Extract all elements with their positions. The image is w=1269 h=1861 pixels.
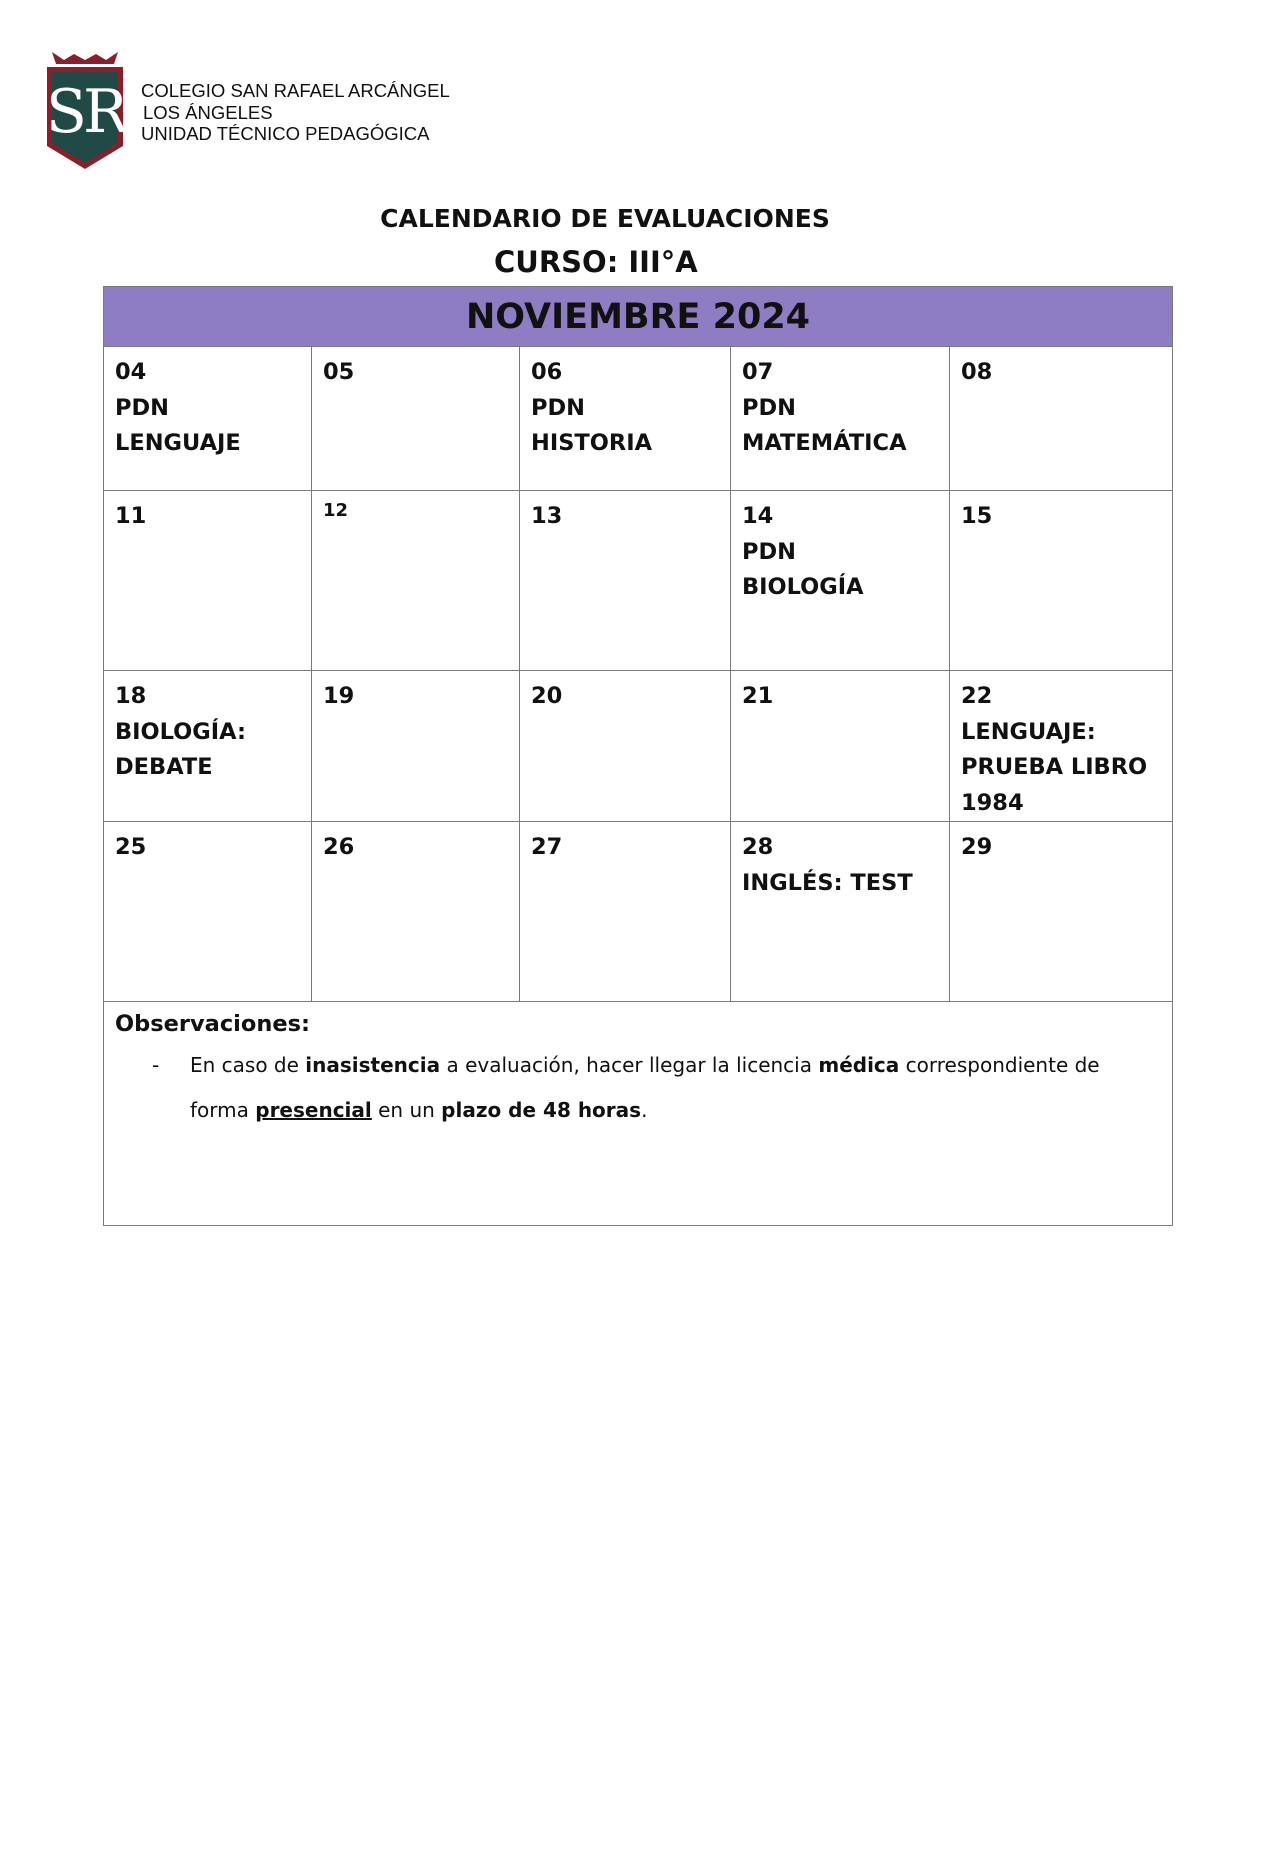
school-header xyxy=(141,80,450,145)
evaluation-label: PDN xyxy=(742,538,796,565)
day-cell xyxy=(520,347,731,491)
evaluation-calendar xyxy=(103,286,1173,1226)
day-cell xyxy=(104,822,312,1002)
shield-icon xyxy=(44,46,126,172)
evaluation-label: INGLÉS: TEST xyxy=(742,869,913,896)
day-number: 14 xyxy=(742,503,774,529)
observations-section xyxy=(104,1002,1173,1226)
evaluation-label: BIOLOGÍA: xyxy=(115,718,246,745)
day-cell xyxy=(520,671,731,822)
day-number: 07 xyxy=(742,359,774,385)
observation-segment: . xyxy=(641,1098,648,1122)
day-number: 25 xyxy=(115,834,147,860)
observation-text xyxy=(190,1053,1100,1122)
day-cell xyxy=(312,822,520,1002)
day-cell xyxy=(950,822,1173,1002)
day-number: 08 xyxy=(961,359,993,385)
evaluation-label: PDN xyxy=(115,394,169,421)
evaluation-label: PDN xyxy=(742,394,796,421)
day-number: 20 xyxy=(531,683,563,709)
day-cell xyxy=(312,347,520,491)
day-cell xyxy=(731,347,950,491)
day-number: 05 xyxy=(323,359,355,385)
week-row xyxy=(104,347,1173,491)
day-cell xyxy=(520,822,731,1002)
day-number: 22 xyxy=(961,683,993,709)
day-number: 29 xyxy=(961,834,993,860)
week-row xyxy=(104,822,1173,1002)
school-name: COLEGIO SAN RAFAEL ARCÁNGEL xyxy=(141,80,450,101)
day-cell xyxy=(731,822,950,1002)
observations-heading: Observaciones: xyxy=(115,1011,311,1037)
day-cell xyxy=(731,491,950,671)
evaluation-label: MATEMÁTICA xyxy=(742,430,907,456)
observation-segment: correspondiente de forma xyxy=(190,1053,1100,1122)
observation-segment: inasistencia xyxy=(305,1053,441,1077)
bullet-dash: - xyxy=(152,1053,160,1077)
evaluation-label: LENGUAJE xyxy=(115,430,241,456)
day-number: 06 xyxy=(531,359,563,385)
page-title: CALENDARIO DE EVALUACIONES xyxy=(380,204,830,233)
observation-segment: presencial xyxy=(255,1098,372,1122)
day-cell xyxy=(312,671,520,822)
day-number: 18 xyxy=(115,683,147,709)
month-header: NOVIEMBRE 2024 xyxy=(104,287,1173,347)
school-logo xyxy=(44,46,126,172)
observation-segment: En caso de xyxy=(190,1053,306,1077)
day-number: 13 xyxy=(531,503,563,529)
day-cell xyxy=(731,671,950,822)
observation-segment: médica xyxy=(818,1053,900,1077)
evaluation-label: BIOLOGÍA xyxy=(742,574,864,600)
day-cell xyxy=(950,491,1173,671)
day-cell xyxy=(104,347,312,491)
day-number: 11 xyxy=(115,503,147,529)
day-number: 26 xyxy=(323,834,355,860)
evaluation-label: 1984 xyxy=(961,789,1024,816)
week-row xyxy=(104,671,1173,822)
day-cell xyxy=(104,491,312,671)
observation-item xyxy=(115,1043,1162,1133)
evaluation-label: LENGUAJE: xyxy=(961,718,1096,745)
school-city: LOS ÁNGELES xyxy=(143,101,273,123)
day-number: 19 xyxy=(323,683,355,709)
day-number: 12 xyxy=(323,500,349,521)
day-cell xyxy=(950,671,1173,822)
day-number: 27 xyxy=(531,834,563,860)
day-number: 28 xyxy=(742,834,774,860)
evaluation-label: PRUEBA LIBRO xyxy=(961,754,1148,780)
week-row xyxy=(104,491,1173,671)
observation-segment: en un xyxy=(371,1098,442,1122)
logo-monogram: SR xyxy=(45,77,125,147)
day-cell xyxy=(520,491,731,671)
course-title: CURSO: III°A xyxy=(494,245,698,279)
school-unit: UNIDAD TÉCNICO PEDAGÓGICA xyxy=(141,123,430,144)
day-number: 21 xyxy=(742,683,774,709)
evaluation-label: HISTORIA xyxy=(531,430,652,456)
observation-segment: plazo de 48 horas xyxy=(441,1098,642,1122)
day-cell xyxy=(950,347,1173,491)
day-cell xyxy=(312,491,520,671)
evaluation-label: DEBATE xyxy=(115,754,213,780)
day-number: 04 xyxy=(115,359,147,385)
observation-segment: a evaluación, hacer llegar la licencia xyxy=(440,1053,819,1077)
day-number: 15 xyxy=(961,503,993,529)
day-cell xyxy=(104,671,312,822)
evaluation-label: PDN xyxy=(531,394,585,421)
